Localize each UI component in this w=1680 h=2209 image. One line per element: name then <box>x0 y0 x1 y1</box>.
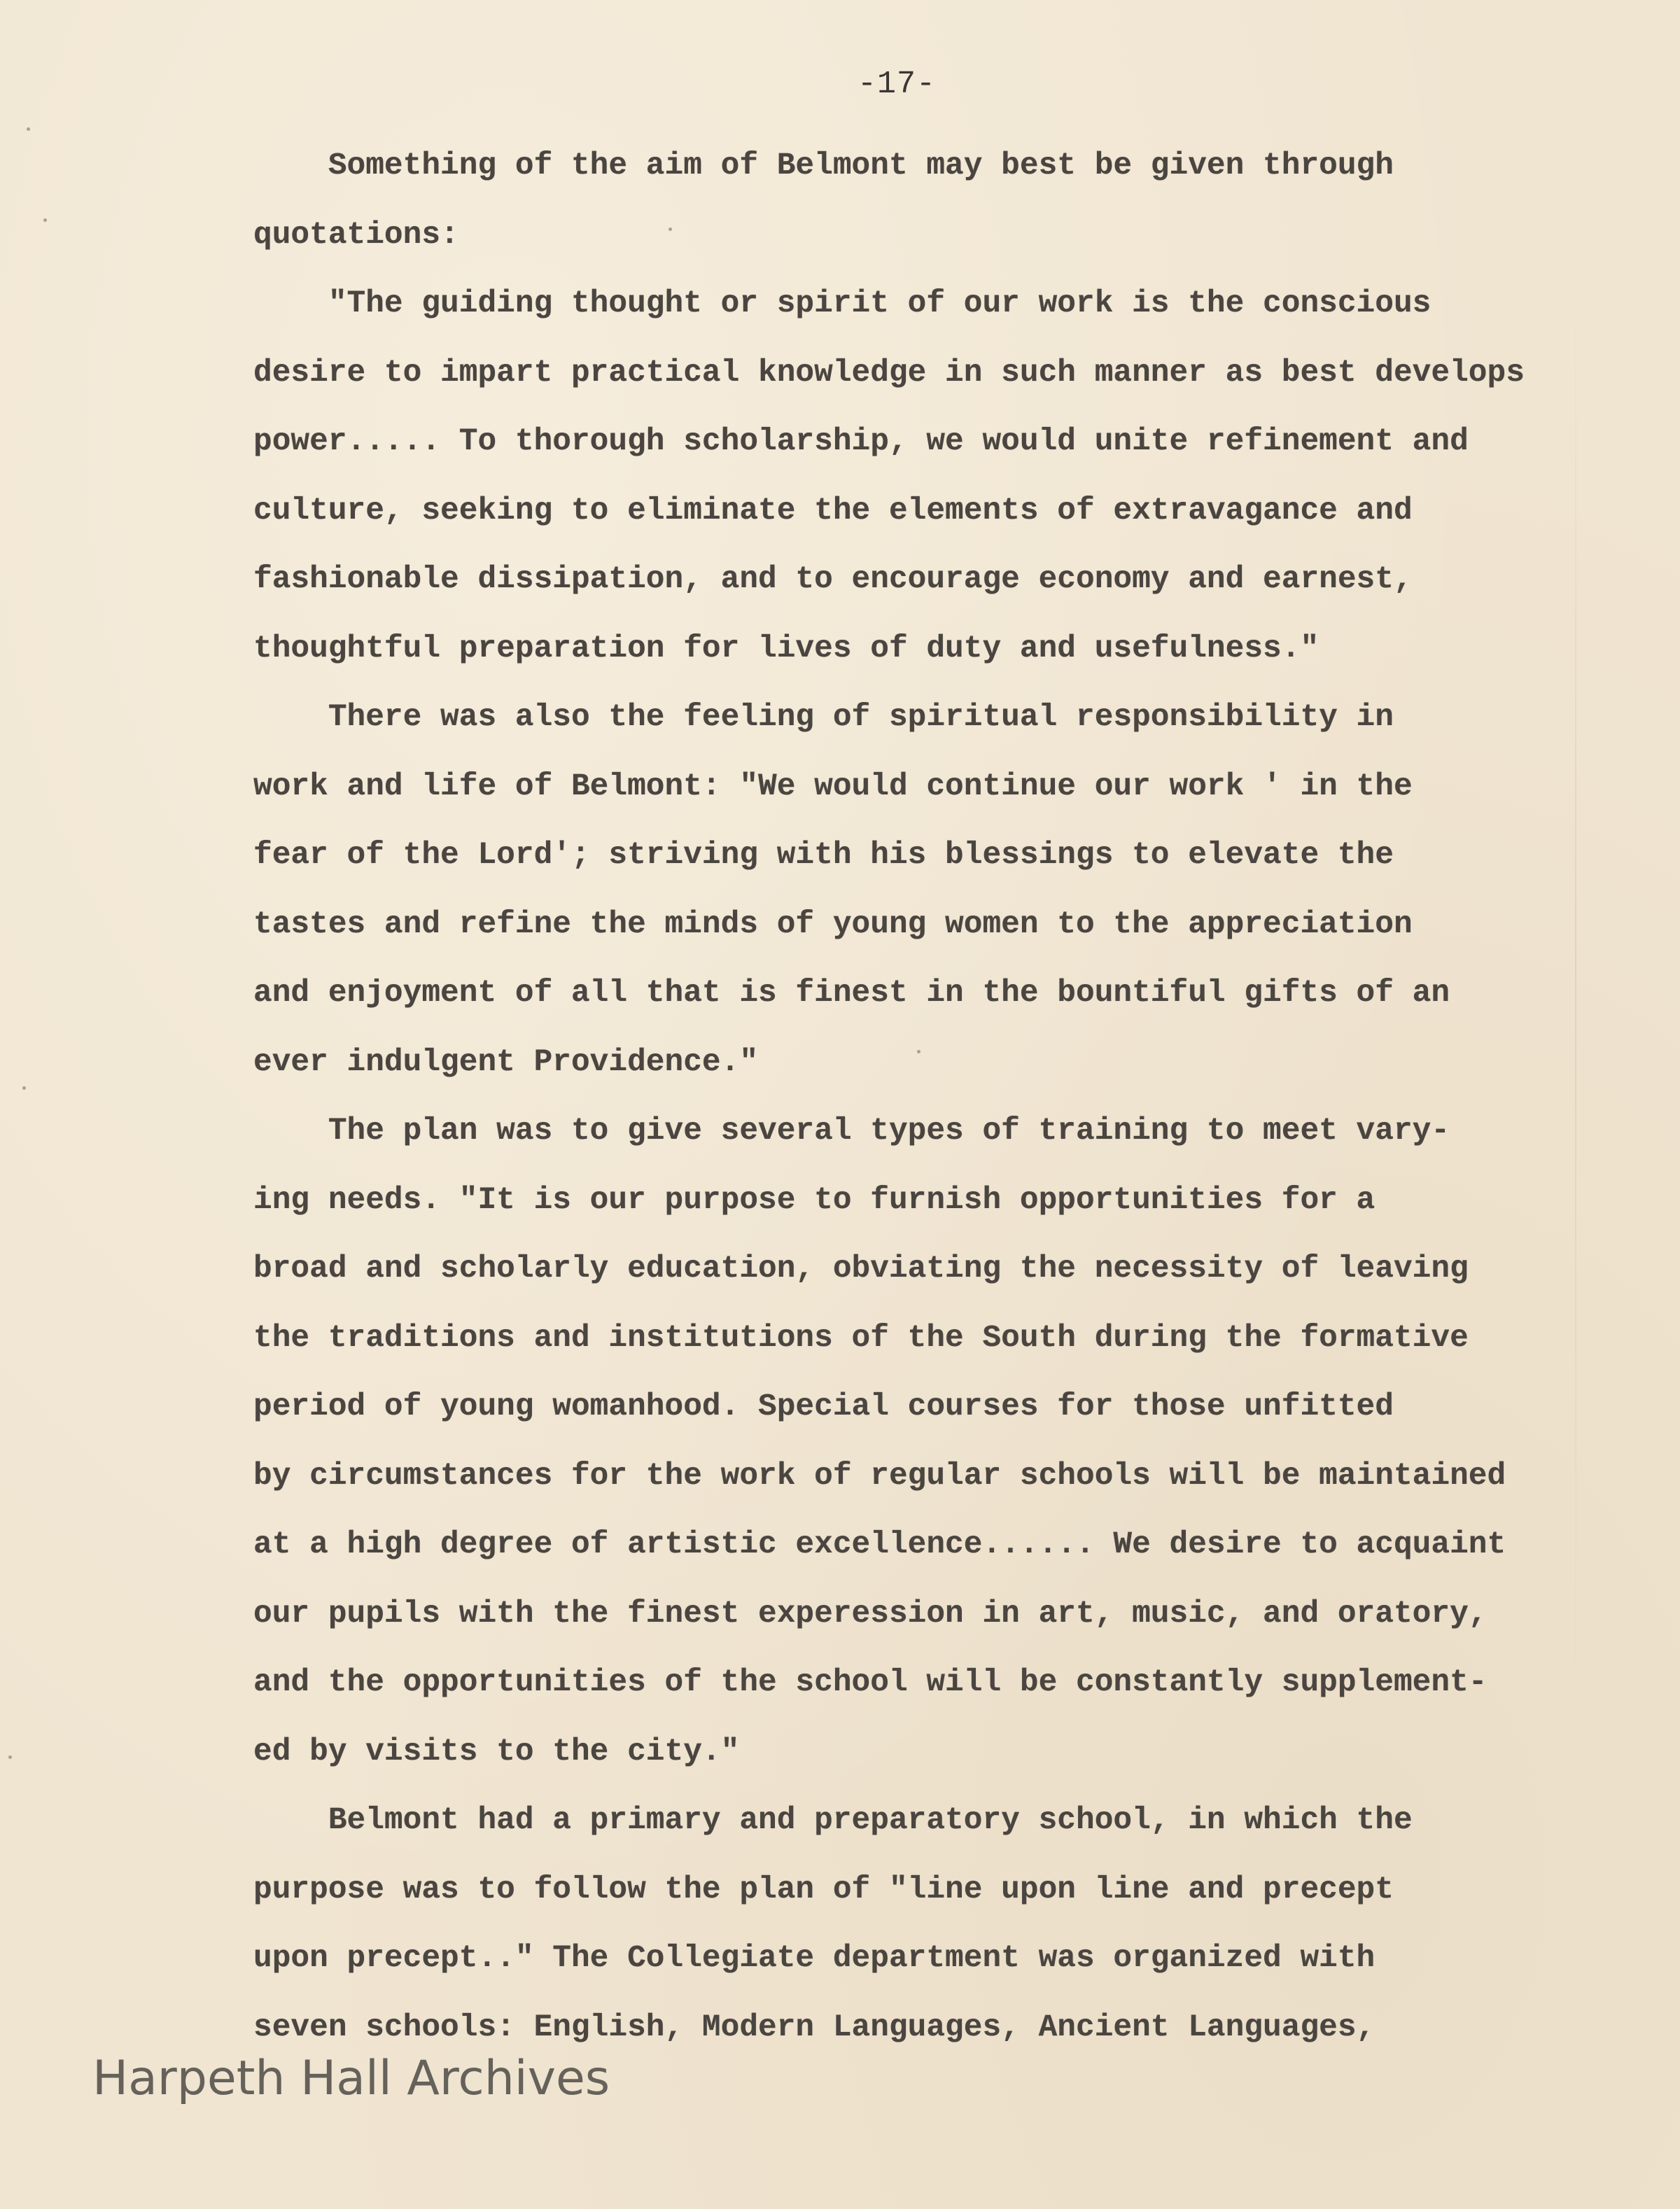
text-line: power..... To thorough scholarship, we would unite refinement and <box>253 424 1469 459</box>
text-line: ing needs. "It is our purpose to furnish opportunities for a <box>253 1182 1376 1218</box>
text-line: seven schools: English, Modern Languages, Ancient Languages, <box>253 2010 1376 2045</box>
text-line: and enjoyment of all that is finest in the bountiful gifts of an <box>253 976 1450 1011</box>
text-line: upon precept.." The Collegiate department was organized with <box>253 1941 1376 1976</box>
text-line: fashionable dissipation, and to encourage economy and earnest, <box>253 562 1413 597</box>
text-line: The plan was to give several types of training to meet vary- <box>253 1114 1450 1149</box>
text-line: broad and scholarly education, obviating the necessity of leaving <box>253 1251 1469 1286</box>
text-line: quotations: <box>253 217 459 253</box>
text-line: at a high degree of artistic excellence...... We desire to acquaint <box>253 1527 1506 1562</box>
text-line: the traditions and institutions of the South during the formative <box>253 1320 1469 1356</box>
paper-speck <box>8 1755 12 1759</box>
text-line: thoughtful preparation for lives of duty and usefulness." <box>253 631 1320 666</box>
typewritten-body <box>253 132 1639 2062</box>
paper-speck <box>27 127 30 131</box>
paper-speck <box>22 1086 26 1090</box>
text-line: tastes and refine the minds of young women to the appreciation <box>253 906 1413 942</box>
text-line: Belmont had a primary and preparatory school, in which the <box>253 1803 1413 1838</box>
text-line: and the opportunities of the school will be constantly supplement- <box>253 1665 1488 1700</box>
text-line: culture, seeking to eliminate the elements of extravagance and <box>253 493 1413 528</box>
text-line: "The guiding thought or spirit of our work is the conscious <box>253 286 1432 321</box>
archive-watermark: Harpeth Hall Archives <box>92 2051 610 2106</box>
paper-speck <box>43 218 47 222</box>
text-line: There was also the feeling of spiritual responsibility in <box>253 700 1394 735</box>
text-line: our pupils with the finest experession in art, music, and oratory, <box>253 1596 1488 1632</box>
text-line: ever indulgent Providence." <box>253 1044 759 1080</box>
text-line: work and life of Belmont: "We would continue our work ' in the <box>253 769 1413 804</box>
text-line: fear of the Lord'; striving with his blessings to elevate the <box>253 838 1394 873</box>
text-line: period of young womanhood. Special courses for those unfitted <box>253 1389 1394 1424</box>
text-line: ed by visits to the city." <box>253 1734 740 1769</box>
text-line: purpose was to follow the plan of "line upon line and precept <box>253 1872 1394 1907</box>
text-line: by circumstances for the work of regular schools will be maintained <box>253 1458 1506 1494</box>
page-number: -17- <box>858 66 937 102</box>
text-line: desire to impart practical knowledge in such manner as best develops <box>253 355 1525 391</box>
text-line: Something of the aim of Belmont may best be given through <box>253 148 1394 183</box>
